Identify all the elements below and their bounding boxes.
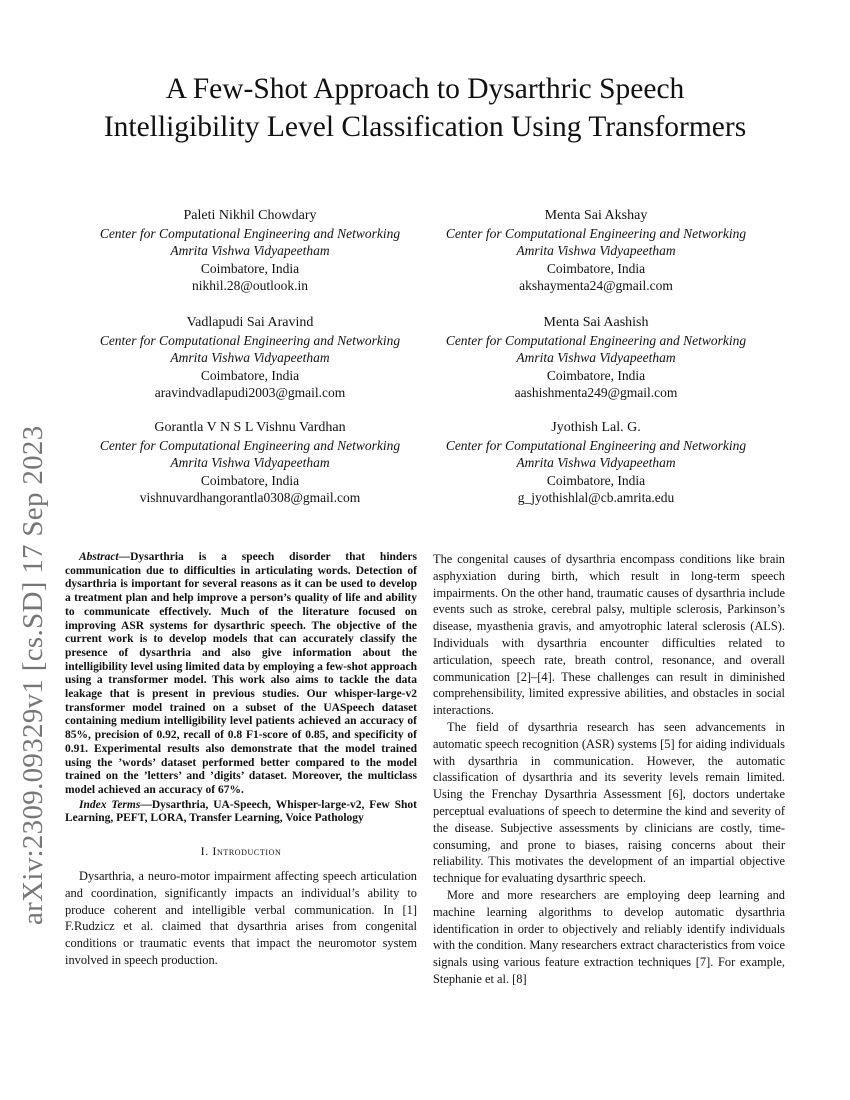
body-paragraph: The congenital causes of dysarthria encompass conditions like brain asphyxiation during birth, which result in long-term speech impairments. On the other hand, traumatic causes of dysarthria include events such as stroke, cerebral palsy, multiple sclerosis, Parkinson’s disease, myasthenia gravis, and amyotrophic lateral sclerosis (ALS). Individuals with dysarthria encounter difficulties related to articulation, speech rate, breath control, resonance, and overall communication [2]–[4]. These challenges can result in diminished comprehensibility, limited expressive abilities, and obstacles in social interactions.	[433, 552, 785, 718]
author-email: aravindvadlapudi2003@gmail.com	[154, 385, 346, 400]
author-institution: Amrita Vishwa Vidyapeetham	[516, 243, 676, 258]
author-city: Coimbatore, India	[200, 367, 300, 383]
author-name: Menta Sai Akshay	[544, 208, 648, 223]
author-name: Paleti Nikhil Chowdary	[183, 208, 317, 223]
author-city: Coimbatore, India	[546, 367, 646, 383]
author-city: Coimbatore, India	[200, 260, 300, 276]
author-block	[80, 419, 420, 507]
index-terms-text: —Dysarthria, UA-Speech, Whisper-large-v2, Few Shot Learning, PEFT, LORA, Transfer Learning, Voice Pathology	[65, 798, 417, 825]
author-email: nikhil.28@outlook.in	[192, 278, 308, 293]
author-name: Menta Sai Aashish	[543, 315, 649, 330]
index-terms-label: Index Terms	[79, 798, 141, 811]
author-department: Center for Computational Engineering and Networking	[99, 437, 401, 453]
section-heading-introduction: I. Introduction	[200, 844, 282, 859]
author-institution: Amrita Vishwa Vidyapeetham	[516, 350, 676, 365]
body-paragraph: The field of dysarthria research has seen advancements in automatic speech recognition (ASR) systems [5] for aiding individuals with dysarthria in communication. However, the automatic classification of dysarthria and its severity levels remain limited. Using the Frenchay Dysarthria Assessment [6], doctors undertake perceptual evaluations of speech to determine the kind and severity of the disease. Subjective assessments by clinicians are costly, time-consuming, and prone to biases, raising concerns about their reliability. This motivates the development of an impartial objective technique for evaluating dysarthric speech.	[433, 719, 785, 886]
abstract-text: —Dysarthria is a speech disorder that hinders communication due to difficulties in articulating words. Detection of dysarthria is important for several reasons as it can be used to develop a treatment plan and help improve a person’s quality of life and ability to communicate effectively. Much of the literature focused on improving ASR systems for dysarthric speech. The objective of the current work is to develop models that can accurately classify the presence of dysarthria and also give information about the intelligibility level using limited data by employing a few-shot approach using a transformer model. This work also aims to tackle the data leakage that is present in previous studies. Our whisper-large-v2 transformer model trained on a subset of the UASpeech dataset containing medium intelligibility level patients achieved an accuracy of 85%, precision of 0.92, recall of 0.8 F1-score of 0.85, and specificity of 0.91. Experimental results also demonstrate that the model trained using the ’words’ dataset performed better compared to the model trained on the ’letters’ and ’digits’ dataset. Moreover, the multiclass model achieved an accuracy of 67%.	[65, 551, 417, 796]
author-name: Gorantla V N S L Vishnu Vardhan	[154, 420, 346, 435]
author-city: Coimbatore, India	[546, 260, 646, 276]
index-terms	[65, 799, 417, 826]
author-city: Coimbatore, India	[200, 472, 300, 488]
author-block	[426, 207, 766, 295]
author-email: g_jyothishlal@cb.amrita.edu	[517, 490, 675, 505]
author-department: Center for Computational Engineering and Networking	[445, 332, 747, 348]
author-department: Center for Computational Engineering and Networking	[99, 225, 401, 241]
author-institution: Amrita Vishwa Vidyapeetham	[170, 455, 330, 470]
abstract	[65, 551, 417, 798]
author-block	[80, 207, 420, 295]
body-paragraph: More and more researchers are employing deep learning and machine learning algorithms to develop automatic dysarthria identification in order to objectively and reliably identify individuals with the condition. Many researchers extract characteristics from voice signals using various feature extraction techniques [7]. For example, Stephanie et al. [8]	[433, 887, 785, 986]
author-department: Center for Computational Engineering and Networking	[445, 437, 747, 453]
author-block	[80, 314, 420, 402]
author-institution: Amrita Vishwa Vidyapeetham	[170, 243, 330, 258]
author-name: Vadlapudi Sai Aravind	[186, 315, 314, 330]
right-column	[433, 551, 785, 988]
intro-paragraph: Dysarthria, a neuro-motor impairment affecting speech articulation and coordination, significantly impacts an individual’s ability to produce coherent and intelligible verbal communication. In [1] F.Rudzicz et al. claimed that dysarthria arises from congenital conditions or traumatic events that impact the neuromotor system involved in speech production.	[65, 869, 417, 968]
author-block	[426, 419, 766, 507]
author-email: vishnuvardhangorantla0308@gmail.com	[139, 490, 361, 505]
arxiv-identifier-stamp: arXiv:2309.09329v1 [cs.SD] 17 Sep 2023	[17, 425, 49, 925]
author-email: akshaymenta24@gmail.com	[519, 278, 673, 293]
left-column	[65, 551, 417, 969]
author-department: Center for Computational Engineering and Networking	[445, 225, 747, 241]
author-name: Jyothish Lal. G.	[551, 420, 641, 435]
author-block	[426, 314, 766, 402]
author-city: Coimbatore, India	[546, 472, 646, 488]
abstract-label: Abstract	[79, 551, 119, 563]
author-department: Center for Computational Engineering and Networking	[99, 332, 401, 348]
author-email: aashishmenta249@gmail.com	[514, 385, 678, 400]
author-institution: Amrita Vishwa Vidyapeetham	[516, 455, 676, 470]
author-institution: Amrita Vishwa Vidyapeetham	[170, 350, 330, 365]
paper-title: A Few-Shot Approach to Dysarthric Speech Intelligibility Level Classification Using Transformers	[103, 73, 747, 143]
